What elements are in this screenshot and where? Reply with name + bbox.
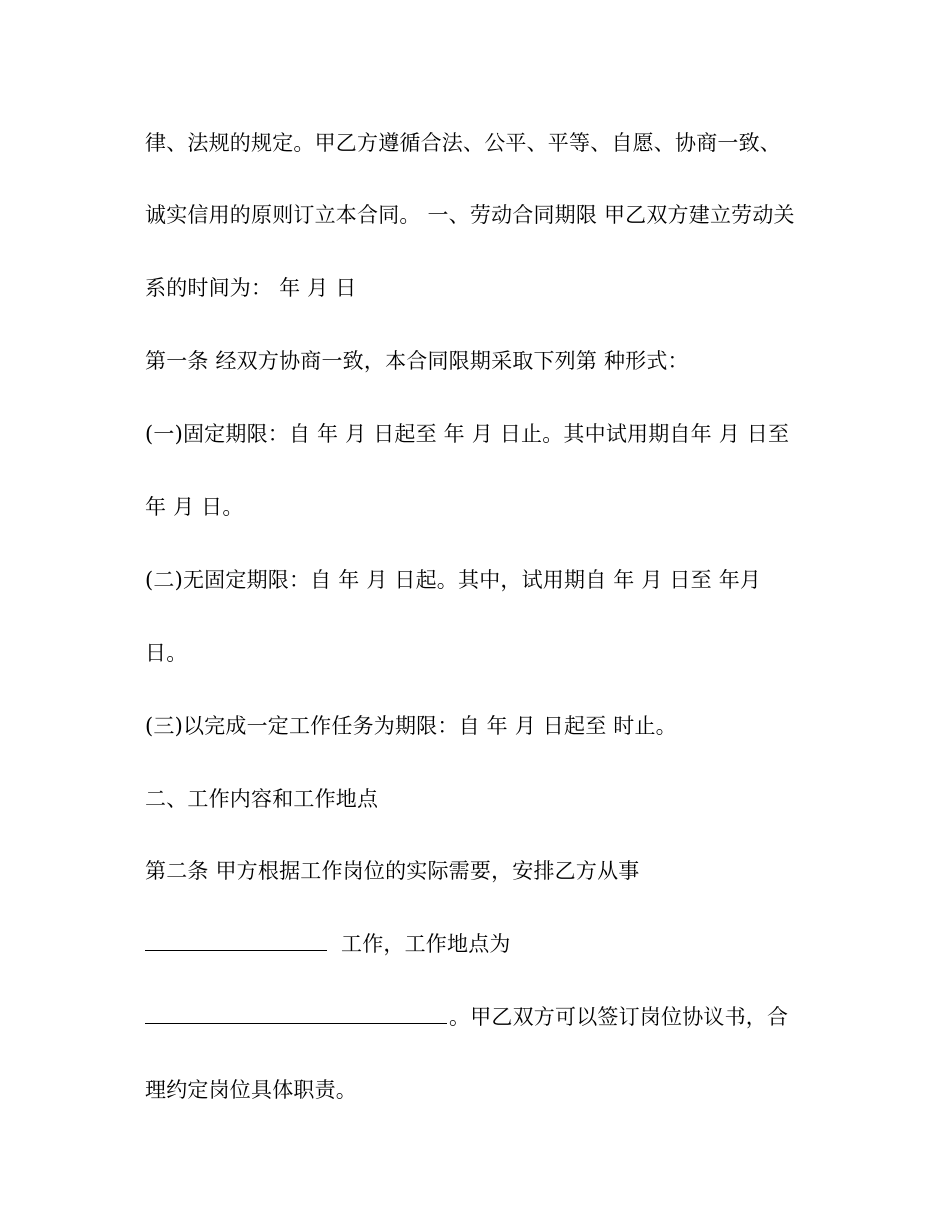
- clause-1-line: 第一条 经双方协商一致，本合同限期采取下列第 种形式：: [145, 349, 689, 373]
- fixed-term-line-cont: 年 月 日。: [145, 495, 244, 519]
- work-place-label: 工作，工作地点为: [341, 932, 511, 956]
- paragraph-line-3: 系的时间为： 年 月 日: [145, 276, 357, 300]
- section-2-heading: 二、工作内容和工作地点: [145, 787, 379, 811]
- job-blank-field: [145, 932, 327, 951]
- paragraph-line-1: 律、法规的规定。甲乙方遵循合法、公平、平等、自愿、协商一致、: [145, 131, 781, 155]
- work-place-line: [145, 931, 511, 957]
- paragraph-line-2: 诚实信用的原则订立本合同。 一、劳动合同期限 甲乙双方建立劳动关: [145, 203, 795, 227]
- agreement-text: 。甲乙双方可以签订岗位协议书，合: [449, 1005, 789, 1029]
- open-term-line-cont: 日。: [145, 641, 188, 665]
- fixed-term-line: (一)固定期限：自 年 月 日起至 年 月 日止。其中试用期自年 月 日至: [145, 422, 790, 446]
- agreement-line: [145, 1004, 788, 1030]
- open-term-line: (二)无固定期限：自 年 月 日起。其中，试用期自 年 月 日至 年月: [145, 568, 762, 592]
- clause-2-line: 第二条 甲方根据工作岗位的实际需要，安排乙方从事: [145, 859, 640, 883]
- task-term-line: (三)以完成一定工作任务为期限：自 年 月 日起至 时止。: [145, 714, 677, 738]
- work-place-blank-field: [145, 1005, 447, 1024]
- duties-line: 理约定岗位具体职责。: [145, 1078, 357, 1102]
